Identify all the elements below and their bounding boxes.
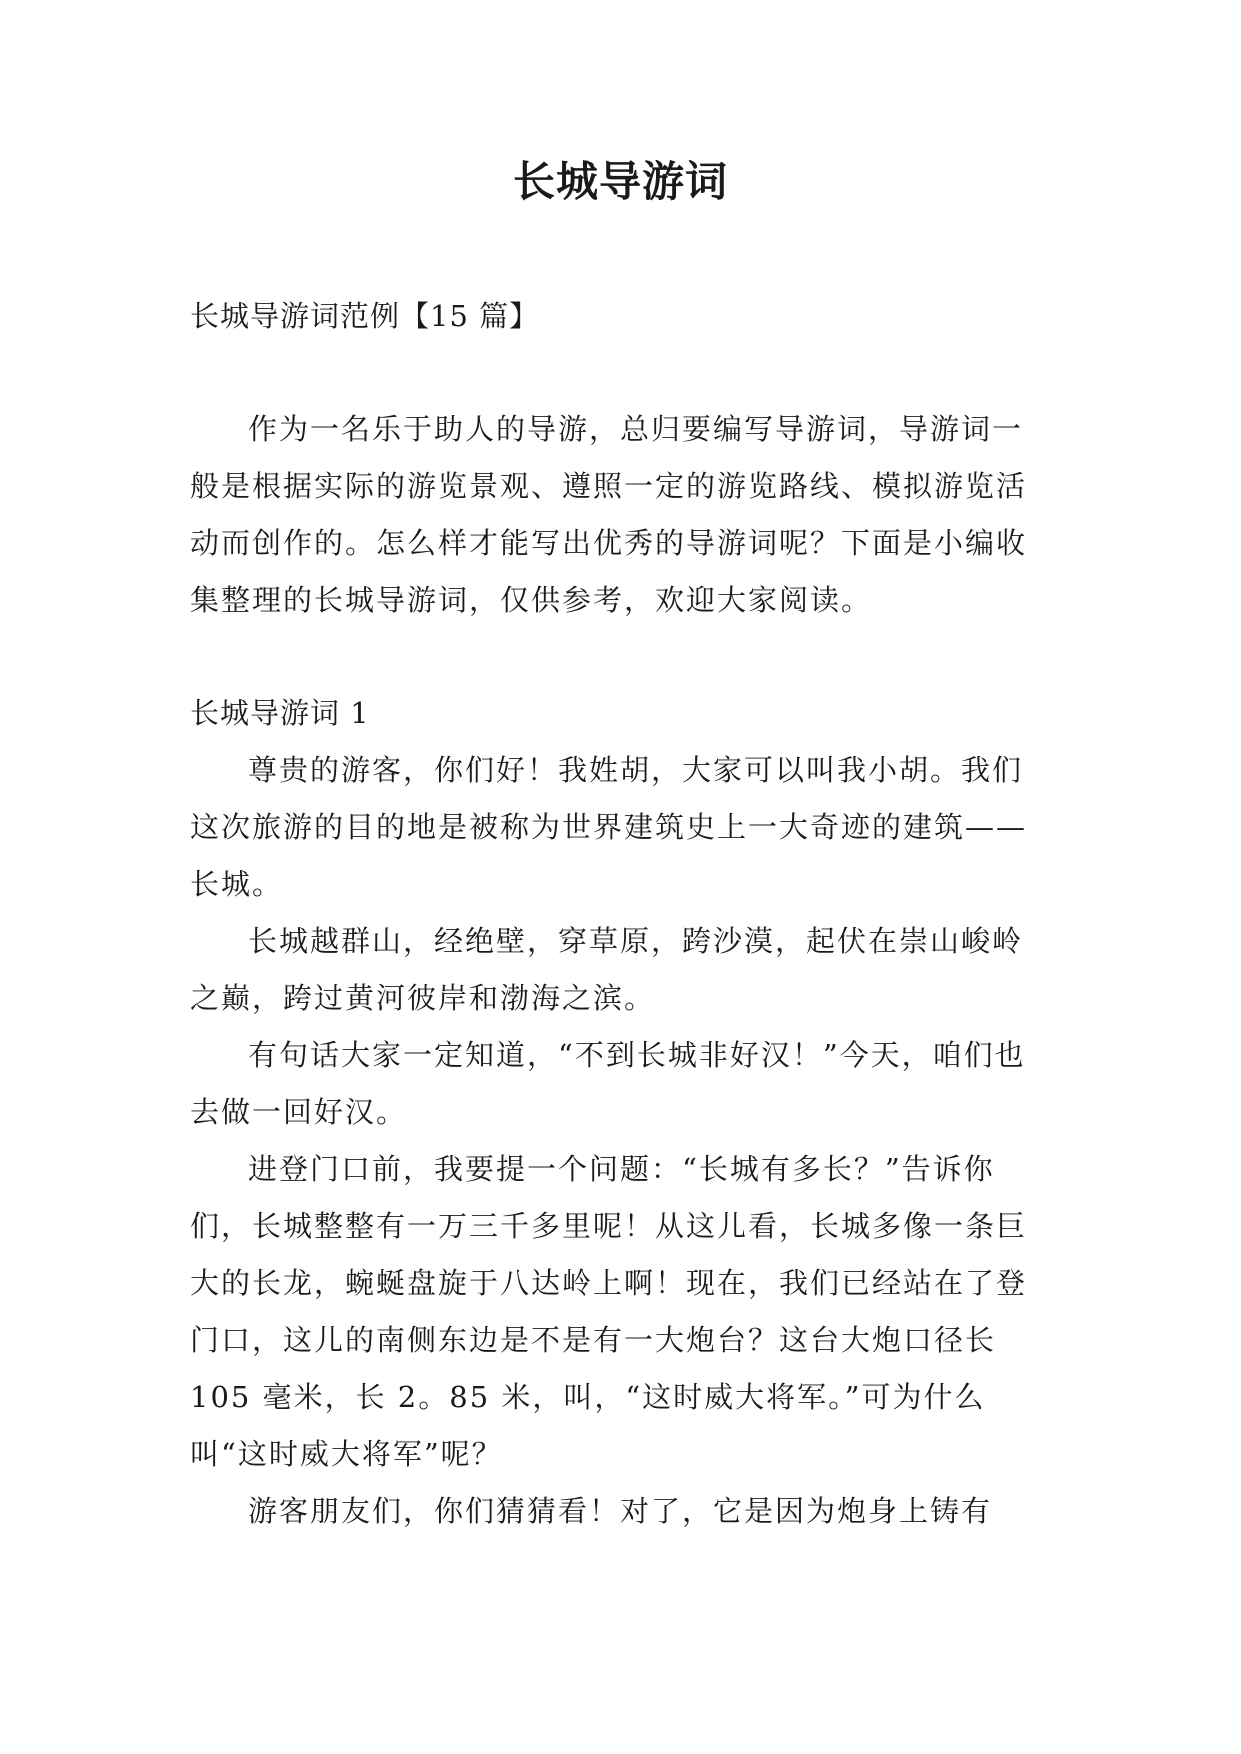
body-paragraph: 游客朋友们，你们猜猜看！对了，它是因为炮身上铸有: [248, 1494, 993, 1528]
body-paragraph: 有句话大家一定知道，“不到长城非好汉！”今天，咱们也去做一回好汉。: [190, 1038, 1026, 1129]
body-paragraph: 进登门口前，我要提一个问题：“长城有多长？”告诉你们，长城整整有一万三千多里呢！从这儿看，长城多像一条巨大的长龙，蜿蜒盘旋于八达岭上啊！现在，我们已经站在了登门口，这儿的南侧东边是不是有一大炮台？这台大炮口径长 105 毫米，长 2。85 米，叫，“这时威大将军。”可为什么叫“这时威大将军”呢？: [190, 1152, 1028, 1471]
intro-paragraph: 作为一名乐于助人的导游，总归要编写导游词，导游词一般是根据实际的游览景观、遵照一定的游览路线、模拟游览活动而创作的。怎么样才能写出优秀的导游词呢？下面是小编收集整理的长城导游词，仅供参考，欢迎大家阅读。: [190, 412, 1028, 617]
section-heading: 长城导游词 1: [190, 696, 370, 730]
body-paragraph: 尊贵的游客，你们好！我姓胡，大家可以叫我小胡。我们这次旅游的目的地是被称为世界建筑史上一大奇迹的建筑——长城。: [190, 753, 1028, 901]
document-title: 长城导游词: [512, 157, 728, 206]
document-subtitle: 长城导游词范例【15 篇】: [190, 299, 540, 333]
document-body: [190, 288, 1050, 1540]
body-paragraph: 长城越群山，经绝壁，穿草原，跨沙漠，起伏在崇山峻岭之巅，跨过黄河彼岸和渤海之滨。: [190, 924, 1024, 1015]
